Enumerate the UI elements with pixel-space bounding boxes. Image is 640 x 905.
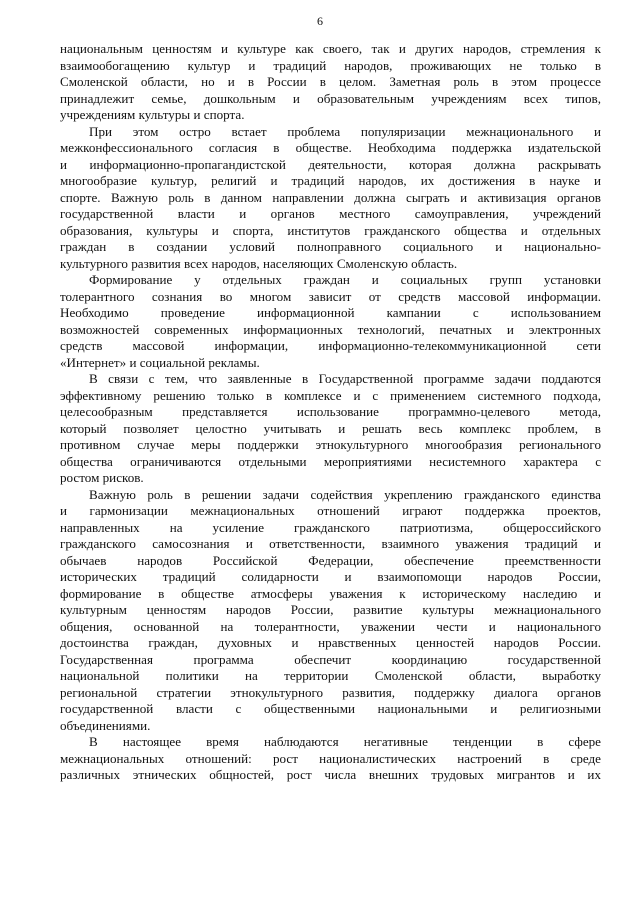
text-line: Необходимо проведение информационной кампании с использованием <box>60 305 601 320</box>
text-line: противном случае меры поддержки этнокультурного многообразия регионального <box>60 437 601 452</box>
text-line: возможностей современных информационных технологий, печатных и электронных <box>60 321 601 337</box>
text-line: и информационно-пропагандистской деятельности, которая должна раскрывать <box>60 156 601 172</box>
text-line: Смоленской области, но и в России в целом. Заметная роль в этом процессе <box>60 74 601 89</box>
text-line: межнациональных отношений: рост националистических настроений в среде <box>60 750 601 766</box>
text-line: образования, культуры и спорта, институтов гражданского общества и отдельных <box>60 222 601 238</box>
text-line: национальным ценностям и культуре как своего, так и других народов, стремления к <box>60 41 601 56</box>
text-line: Государственная программа обеспечит координацию государственной <box>60 651 601 667</box>
text-line: спорте. Важную роль в данном направлении должна сыграть и активизация органов <box>60 189 601 205</box>
text-line: ростом рисков. <box>60 470 144 485</box>
paragraph <box>60 734 601 784</box>
text-line: обычаев народов Российской Федерации, обеспечение преемственности <box>60 552 601 568</box>
text-line: «Интернет» и социальной рекламы. <box>60 354 260 370</box>
text-line: В настоящее время наблюдаются негативные тенденции в сфере <box>89 734 601 749</box>
document-body <box>60 41 601 784</box>
text-line: формирование в обществе атмосферы уважения к историческому наследию и <box>60 585 601 601</box>
paragraph <box>60 487 601 735</box>
page-number: 6 <box>317 14 323 28</box>
text-line: Важную роль в решении задачи содействия укреплению гражданского единства <box>89 486 601 502</box>
text-line: объединениями. <box>60 717 151 733</box>
text-line: культурным ценностям народов России, развитие культуры межнационального <box>60 602 601 617</box>
text-line: государственной власти с общественными национальными и религиозными <box>60 701 601 716</box>
text-line: средств массовой информации, информационно-телекоммуникационной сети <box>60 338 601 353</box>
text-line: целесообразным представляется использование программно-целевого метода, <box>60 404 601 419</box>
paragraph <box>60 41 601 124</box>
text-line: региональной стратегии этнокультурного развития, поддержку диалога органов <box>60 684 601 700</box>
text-line: исторических традиций солидарности и взаимопомощи народов России, <box>60 569 601 584</box>
text-line: учреждениям культуры и спорта. <box>60 107 245 122</box>
text-line: граждан в создании условий полноправного социального и национально- <box>60 239 601 254</box>
text-line: При этом остро встает проблема популяризации межнационального и <box>89 123 601 139</box>
text-line: государственной власти и органов местного самоуправления, учреждений <box>60 206 601 221</box>
text-line: общества ограничиваются отдельными мероприятиями несистемного характера с <box>60 453 601 469</box>
paragraph <box>60 272 601 371</box>
text-line: национальной политики на территории Смоленской области, выработку <box>60 668 601 683</box>
paragraph <box>60 371 601 487</box>
text-line: принадлежит семье, дошкольным и образовательным учреждениям всех типов, <box>60 90 601 106</box>
text-line: межконфессионального согласия в обществе. Необходима поддержка издательской <box>60 140 601 155</box>
paragraph <box>60 124 601 273</box>
text-line: направленных на усиление гражданского патриотизма, общероссийского <box>60 519 601 535</box>
text-line: В связи с тем, что заявленные в Государственной программе задачи поддаются <box>89 371 601 386</box>
text-line: взаимообогащению культур и традиций народов, проживающих не только в <box>60 57 601 73</box>
text-line: общения, основанной на толерантности, уважении чести и национального <box>60 618 601 634</box>
text-line: Формирование у отдельных граждан и социальных групп установки <box>89 272 601 287</box>
text-line: и гармонизации межнациональных отношений играют поддержка проектов, <box>60 503 601 518</box>
text-line: гражданского самосознания и ответственности, взаимного уважения традиций и <box>60 536 601 551</box>
text-line: достоинства граждан, духовных и нравственных ценностей народов России. <box>60 635 601 650</box>
text-line: толерантного сознания во многом зависит от средств массовой информации. <box>60 288 601 304</box>
text-line: многообразие культур, религий и традиций народов, их достижения в науке и <box>60 173 601 188</box>
text-line: который позволяет целостно учитывать и решать весь комплекс проблем, в <box>60 420 601 436</box>
text-line: эффективному решению только в комплексе и с применением системного подхода, <box>60 387 601 403</box>
text-line: различных этнических общностей, рост числа внешних трудовых мигрантов и их <box>60 767 601 782</box>
text-line: культурного развития всех народов, населяющих Смоленскую область. <box>60 255 458 271</box>
